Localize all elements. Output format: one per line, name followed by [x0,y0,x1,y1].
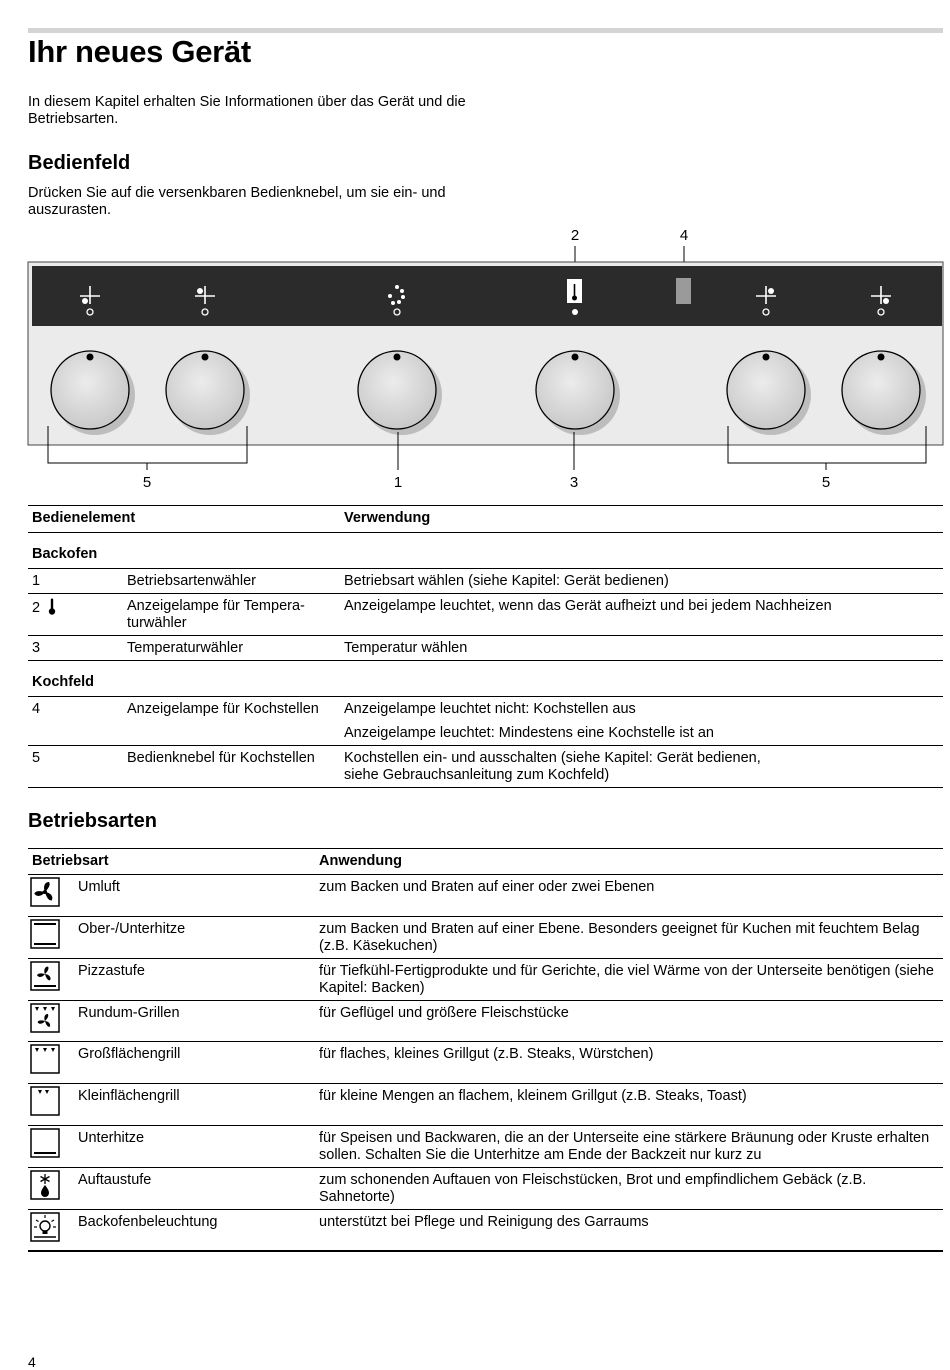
row-use-line1: Kochstellen ein- und ausschalten (siehe Kapitel: Gerät bedienen, [344,750,761,766]
callout-5-left: 5 [142,474,152,491]
row-num: 2 [32,600,41,616]
fan-grill-icon [30,1003,60,1033]
mode-name: Pizzastufe [78,962,145,979]
row-element-line2: turwähler [127,615,187,631]
mode-use: für Tiefkühl-Fertigprodukte und für Gerichte, die viel Wärme von der Unterseite benötigen (siehe Kapitel: Backen) [319,962,934,996]
top-rule [28,28,943,33]
row-element: Anzeigelampe für Kochstellen [127,701,319,717]
row-element [123,594,340,636]
row-num: 1 [28,569,123,594]
mode-row [28,1000,943,1042]
mode-use: für kleine Mengen an flachem, kleinem Grillgut (z.B. Steaks, Toast) [319,1088,747,1105]
row-use-line2: siehe Gebrauchsanleitung zum Kochfeld) [344,767,610,783]
row-use [340,746,943,788]
row-use: Anzeigelampe leuchtet, wenn das Gerät aufheizt und bei jedem Nachheizen [340,594,943,636]
callout-1: 1 [393,474,403,491]
mode-use: zum Backen und Braten auf einer Ebene. Besonders geeignet für Kuchen mit feuchtem Belag (z.B. Käsekuchen) [319,920,920,954]
bottom-heat-icon [30,1128,60,1158]
row-num: 5 [28,746,123,788]
large-grill-icon [30,1044,60,1074]
mode-row [28,958,943,1000]
fan-icon [30,877,60,907]
mode-row [28,1167,943,1209]
callout-5-right: 5 [821,474,831,491]
section-backofen: Backofen [28,533,943,569]
defrost-icon [30,1170,60,1200]
mode-name: Backofenbeleuchtung [78,1213,218,1230]
pizza-setting-icon [30,961,60,991]
row-element: Bedienknebel für Kochstellen [123,746,340,788]
temperature-lamp-icon [567,279,582,303]
mode-name: Rundum-Grillen [78,1004,180,1021]
thermometer-icon [48,598,56,615]
row-use: Anzeigelampe leuchtet nicht: Kochstellen aus [344,701,636,717]
small-grill-icon [30,1086,60,1116]
row-element: Betriebsartenwähler [123,569,340,594]
row-use-secondary: Anzeigelampe leuchtet: Mindestens eine Kochstelle ist an [340,721,943,746]
mode-row [28,875,943,917]
mode-use: für Speisen und Backwaren, die an der Unterseite eine stärkere Bräunung oder Kruste erhalten sollen. Schalten Sie die Unterhitze am Ende der Backzeit nur kurz zu [319,1129,930,1163]
section-kochfeld: Kochfeld [28,661,943,697]
page-number: 4 [28,1354,36,1370]
mode-name: Auftaustufe [78,1171,152,1188]
callout-3: 3 [569,474,579,491]
col-header-mode: Betriebsart [32,853,109,869]
control-panel-diagram [0,220,950,500]
bedienfeld-text: Drücken Sie auf die versenkbaren Bedienknebel, um sie ein- und auszurasten. [28,185,446,218]
controls-table [28,505,943,788]
mode-row [28,1084,943,1126]
row-element: Temperaturwähler [123,636,340,661]
mode-use: zum Backen und Braten auf einer oder zwei Ebenen [319,879,655,895]
row-use: Betriebsart wählen (siehe Kapitel: Gerät bedienen) [340,569,943,594]
mode-use: unterstützt bei Pflege und Reinigung des Garraums [319,1213,649,1230]
mode-row [28,916,943,958]
oven-light-icon [30,1212,60,1242]
callout-4: 4 [679,227,689,244]
mode-use: für Geflügel und größere Fleischstücke [319,1004,569,1021]
row-num: 3 [28,636,123,661]
callout-2: 2 [570,227,580,244]
section-heading-betriebsarten: Betriebsarten [28,810,157,832]
mode-use: zum schonenden Auftauen von Fleischstücken, Brot und empfindlichem Gebäck (z.B. Sahnetorte) [319,1171,867,1205]
mode-row [28,1042,943,1084]
mode-name: Unterhitze [78,1129,145,1146]
operating-modes-table [28,848,943,1252]
row-num: 4 [32,701,41,717]
row-num-cell [28,594,123,636]
mode-name: Umluft [78,879,120,895]
mode-row [28,1125,943,1167]
mode-use: für flaches, kleines Grillgut (z.B. Steaks, Würstchen) [319,1046,654,1063]
section-heading-bedienfeld: Bedienfeld [28,152,131,174]
col-header-element: Bedienelement [32,510,136,526]
col-header-application: Anwendung [319,853,402,869]
mode-row [28,1209,943,1251]
intro-text: In diesem Kapitel erhalten Sie Informationen über das Gerät und die Betriebsarten. [28,94,466,127]
top-bottom-heat-icon [30,919,60,949]
mode-name: Großflächengrill [78,1046,181,1063]
page-title: Ihr neues Gerät [28,34,251,69]
col-header-use: Verwendung [344,510,431,526]
mode-name: Kleinflächengrill [78,1088,180,1105]
row-element-line1: Anzeigelampe für Tempera- [127,598,305,614]
hob-lamp-icon [676,278,691,304]
row-use: Temperatur wählen [340,636,943,661]
mode-name: Ober-/Unterhitze [78,920,186,937]
